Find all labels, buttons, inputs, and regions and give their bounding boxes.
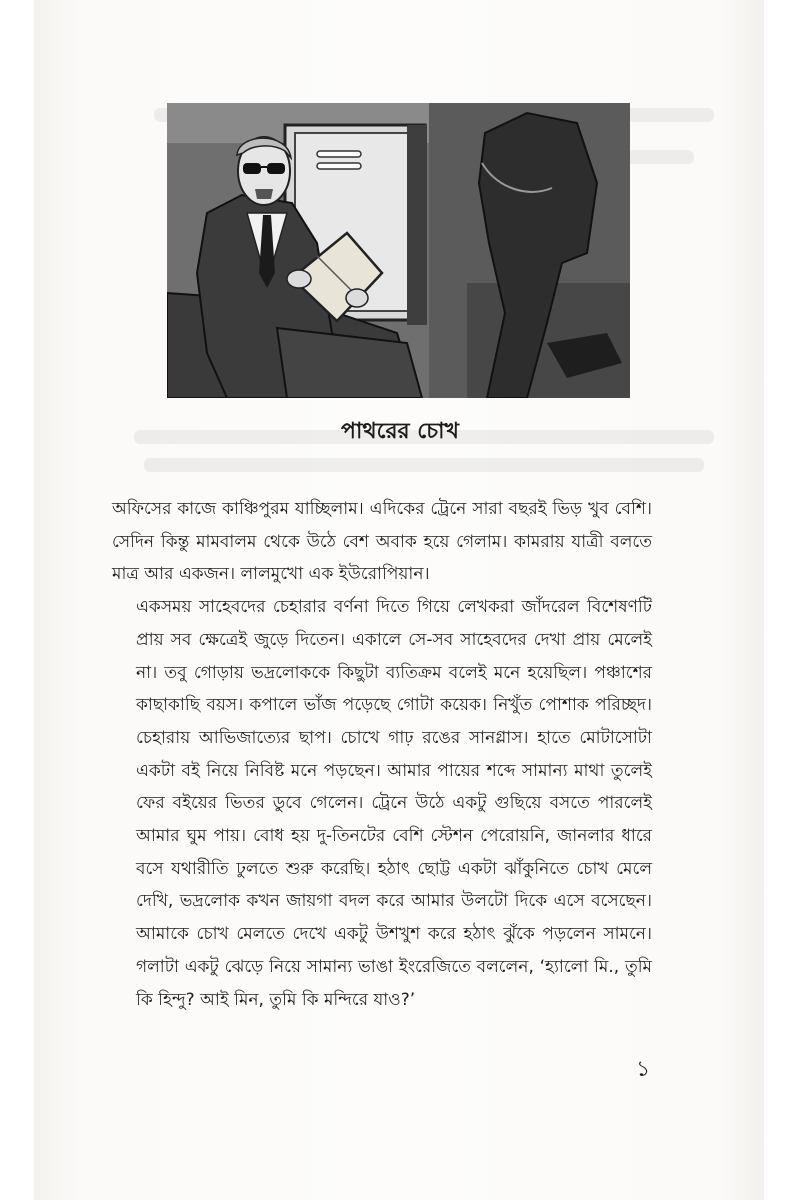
paragraph: একসময় সাহেবদের চেহারার বর্ণনা দিতে গিয়ে লেখকরা জাঁদরেল বিশেষণটি প্রায় সব ক্ষেত্রেই জুড়ে দিতেন। একালে সে-সব সাহেবদের দেখা প্রায় মেলেই না। তবু গোড়ায় ভদ্রলোককে কিছুটা ব্যতিক্রম বলেই মনে হয়েছিল। পঞ্চাশের কাছাকাছি বয়স। কপালে ভাঁজ পড়েছে গোটা কয়েক। নিখুঁত পোশাক পরিচ্ছদ। চেহারায় আভিজাত্যের ছাপ। চোখে গাঢ় রঙের সানগ্লাস। হাতে মোটাসোটা একটা বই নিয়ে নিবিষ্ট মনে পড়ছেন। আমার পায়ের শব্দে সামান্য মাথা তুলেই ফের বইয়ের ভিতর ডুবে গেলেন। ট্রেনে উঠে একটু গুছিয়ে বসতে পারলেই আমার ঘুম পায়। বোধ হয় দু-তিনটের বেশি স্টেশন পেরোয়নি, জানলার ধারে বসে যথারীতি ঢুলতে শুরু করেছি। হঠাৎ ছোট্ট একটা ঝাঁকুনিতে চোখ মেলে দেখি, ভদ্রলোক কখন জায়গা বদল করে আমার উলটো দিকে এসে বসেছেন। আমাকে চোখ মেলতে দেখে একটু উশখুশ করে হঠাৎ ঝুঁকে পড়লেন সামনে। গলাটা একটু ঝেড়ে নিয়ে সামান্য ভাঙা ইংরেজিতে বললেন, ‘হ্যালো মি., তুমি কি হিন্দু? আই মিন, তুমি কি মন্দিরে যাও?’	[136, 597, 652, 1010]
chapter-title: পাথরের চোখ	[341, 419, 459, 444]
bleed-through-text	[144, 458, 704, 472]
paragraph: অফিসের কাজে কাঞ্চিপুরম যাচ্ছিলাম। এদিকের ট্রেনে সারা বছরই ভিড় খুব বেশি। সেদিন কিন্তু মামবালম থেকে উঠে বেশ অবাক হয়ে গেলাম। কামরায় যাত্রী বলতে মাত্র আর একজন। লালমুখো এক ইউরোপিয়ান।	[112, 499, 652, 585]
train-reader-illustration-icon	[167, 103, 630, 398]
page-number: ১	[636, 1057, 651, 1082]
body-text	[112, 493, 652, 1016]
